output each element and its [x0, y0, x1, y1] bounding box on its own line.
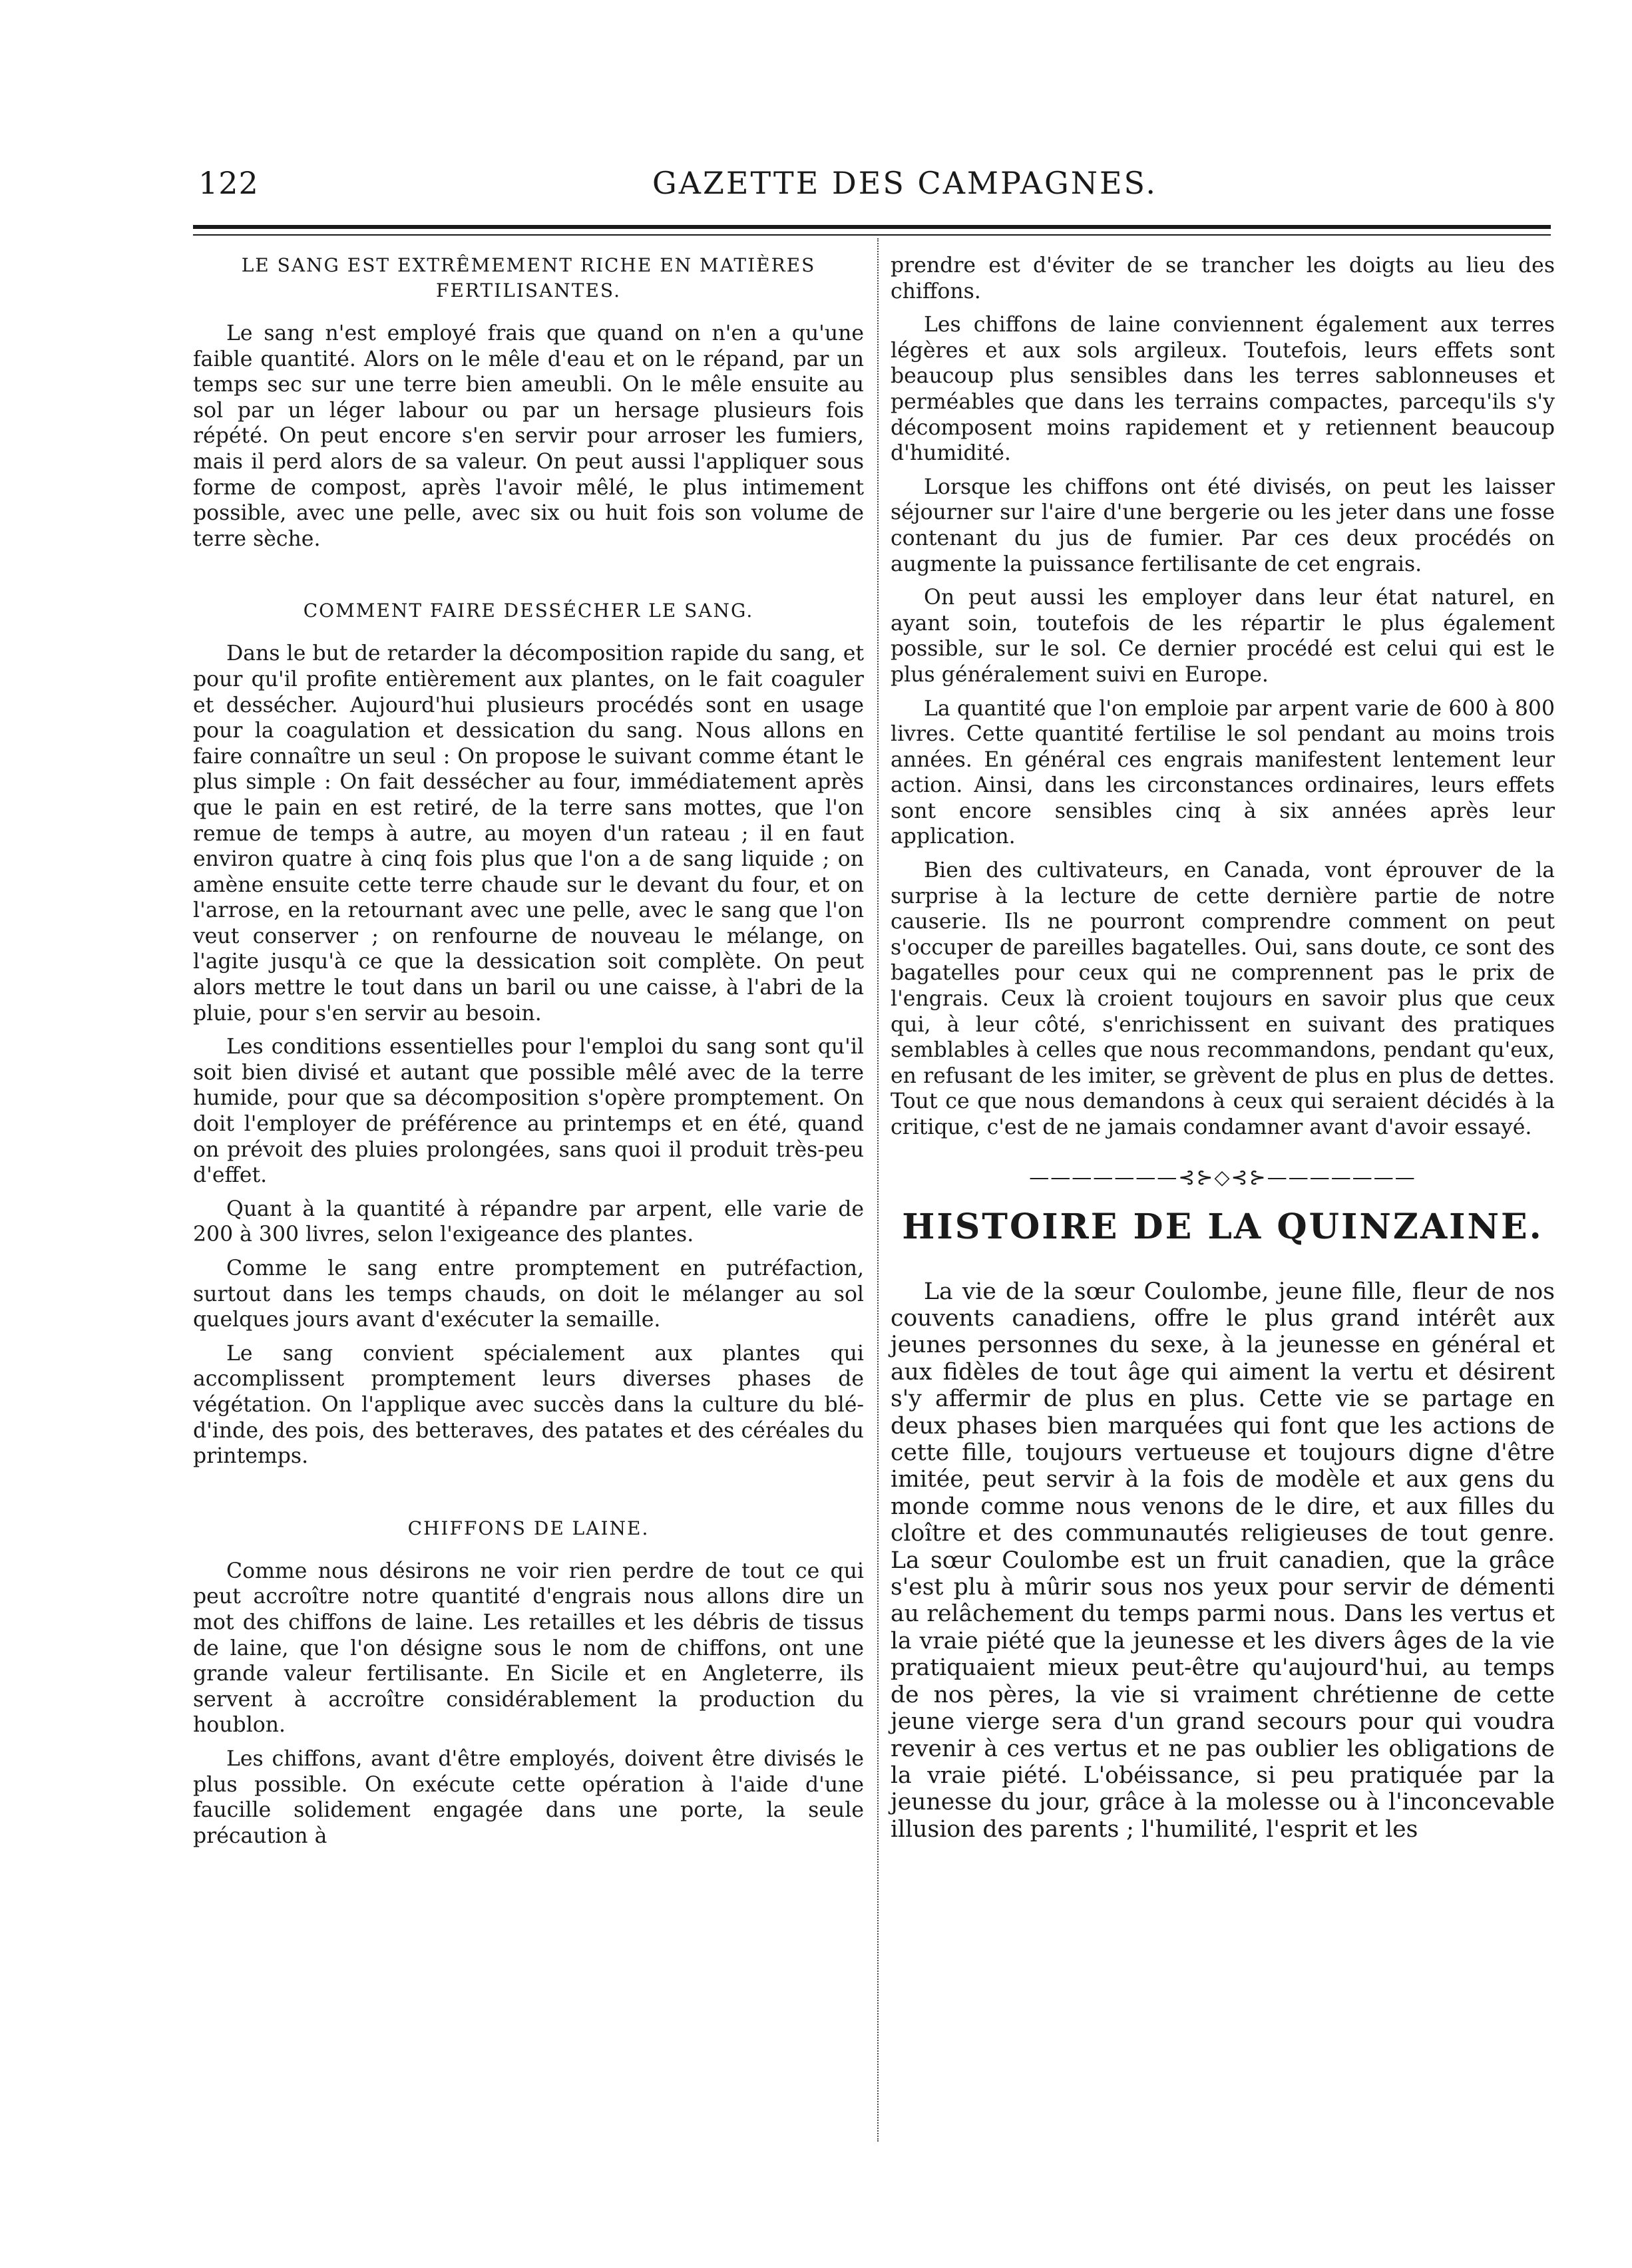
page-number: 122: [198, 165, 259, 201]
paragraph-continuation: prendre est d'éviter de se trancher les doigts au lieu des chiffons.: [891, 254, 1555, 303]
right-column: [891, 253, 1555, 1851]
paragraph: Le sang convient spécialement aux plantes qui accomplissent promptement leurs diverses phases de végétation. On l'applique avec succès dans la culture du blé-d'inde, des pois, des betteraves, des patates et des céréales du printemps.: [193, 1341, 864, 1469]
column-divider: [877, 238, 879, 2142]
header-rule-thin: [193, 234, 1551, 236]
left-column: [193, 253, 864, 1857]
paragraph: Lorsque les chiffons ont été divisés, on peut les laisser séjourner sur l'aire d'une bergerie ou les jeter dans une fosse contenant du jus de fumier. Par ces deux procédés on augmente la puissance fertilisante de cet engrais.: [891, 474, 1555, 576]
paragraph: La quantité que l'on emploie par arpent varie de 600 à 800 livres. Cette quantité fertilise le sol pendant au moins trois années. En général ces engrais manifestent lentement leur action. Ainsi, dans les circonstances ordinaires, leurs effets sont encore sensibles cinq à six années après leur application.: [891, 696, 1555, 849]
paragraph: Le sang n'est employé frais que quand on n'en a qu'une faible quantité. Alors on le mêle d'eau et on le répand, par un temps sec sur une terre bien ameubli. On le mêle ensuite au sol par un léger labour ou par un hersage plusieurs fois répété. On peut encore s'en servir pour arroser les fumiers, mais il perd alors de sa valeur. On peut aussi l'appliquer sous forme de compost, après l'avoir mêlé, le plus intimement possible, avec une pelle, avec six ou huit fois son volume de terre sèche.: [193, 321, 864, 551]
paragraph: Les chiffons, avant d'être employés, doivent être divisés le plus possible. On exécute cette opération à l'aide d'une faucille solidement engagée dans une porte, la seule précaution à: [193, 1746, 864, 1848]
section-heading-histoire: HISTOIRE DE LA QUINZAINE.: [902, 1206, 1543, 1247]
paragraph: La vie de la sœur Coulombe, jeune fille, fleur de nos couvents canadiens, offre le plus grand intérêt aux jeunes personnes du sexe, à la jeunesse en général et aux fidèles de tout âge qui aiment la vertu et désirent s'y affermir de plus en plus. Cette vie se partage en deux phases bien marquées qui font que les actions de cette fille, toujours vertueuse et toujours digne d'être imitée, peut servir à la fois de modèle et aux gens du monde comme nous venons de le dire, et aux filles du cloître et des communautés religieuses de tout genre. La sœur Coulombe est un fruit canadien, que la grâce s'est plu à mûrir sous nos yeux pour servir de démenti au relâchement du temps parmi nous. Dans les vertus et la vraie piété que la jeunesse et les divers âges de la vie pratiquaient mieux peut-être qu'aujourd'hui, au temps de nos pères, la vie si vraiment chrétienne de cette jeune vierge sera d'un grand secours pour qui voudra revenir à ces vertus et ne pas oublier les obligations de la vraie piété. L'obéissance, si peu pratiquée par la jeunesse du jour, grâce à la molesse ou à l'inconcevable illusion des parents ; l'humilité, l'esprit et les: [891, 1278, 1555, 1843]
section-heading-dessecher: COMMENT FAIRE DESSÉCHER LE SANG.: [303, 600, 754, 622]
paragraph: Dans le but de retarder la décomposition rapide du sang, et pour qu'il profite entièrement aux plantes, on le fait coaguler et dessécher. Aujourd'hui plusieurs procédés sont en usage pour la coagulation et dessication du sang. Nous allons en faire connaître un seul : On propose le suivant comme étant le plus simple : On fait dessécher au four, immédiatement après que le pain en est retiré, de la terre sans mottes, que l'on remue de temps à autre, au moyen d'un rateau ; il en faut environ quatre à cinq fois plus que l'on a de sang liquide ; on amène ensuite cette terre chaude sur le devant du four, et on l'arrose, en la retournant avec une pelle, avec le sang que l'on veut conserver ; on renfourne de nouveau le mélange, on l'agite jusqu'à ce que la dessication soit complète. On peut alors mettre le tout dans un baril ou une caisse, à l'abri de la pluie, pour s'en servir au besoin.: [193, 642, 864, 1026]
paragraph: On peut aussi les employer dans leur état naturel, en ayant soin, toutefois de les répartir le plus également possible, sur le sol. Ce dernier procédé est celui qui est le plus généralement suivi en Europe.: [891, 586, 1555, 687]
section-heading-chiffons: CHIFFONS DE LAINE.: [407, 1517, 650, 1539]
paragraph: Bien des cultivateurs, en Canada, vont éprouver de la surprise à la lecture de cette dernière partie de notre causerie. Ils ne pourront comprendre comment on peut s'occuper de pareilles bagatelles. Oui, sans doute, ce sont des bagatelles pour ceux qui ne comprennent pas le prix de l'engrais. Ceux là croient toujours en savoir plus que ceux qui, à leur côté, s'enrichissent en suivant des pratiques semblables à celles que nous recommandons, pendant qu'eux, en refusant de les imiter, se grèvent de plus en plus de dettes. Tout ce que nous demandons à ceux qui seraient décidés à la critique, c'est de ne jamais condamner avant d'avoir essayé.: [891, 858, 1555, 1139]
ornament-divider: ———————⊰⊱◇⊰⊱———————: [1029, 1165, 1416, 1189]
paragraph: Comme nous désirons ne voir rien perdre de tout ce qui peut accroître notre quantité d'engrais nous allons dire un mot des chiffons de laine. Les retailles et les débris de tissus de laine, que l'on désigne sous le nom de chiffons, ont une grande valeur fertilisante. En Sicile et en Angleterre, ils servent à accroître considérablement la production du houblon.: [193, 1559, 864, 1738]
paragraph: Les chiffons de laine conviennent également aux terres légères et aux sols argileux. Toutefois, leurs effets sont beaucoup plus sensibles dans les terres sablonneuses et perméables que dans les terrains compactes, parcequ'ils s'y décomposent moins rapidement et y retiennent beaucoup d'humidité.: [891, 313, 1555, 466]
paragraph: Les conditions essentielles pour l'emploi du sang sont qu'il soit bien divisé et autant que possible mêlé avec de la terre humide, pour que sa décomposition s'opère promptement. On doit l'employer de préférence au printemps et en été, quand on prévoit des pluies prolongées, sans quoi il produit très-peu d'effet.: [193, 1035, 864, 1188]
section-heading-sang-riche: LE SANG EST EXTRÊMEMENT RICHE EN MATIÈRES FERTILISANTES.: [241, 254, 816, 301]
running-title: GAZETTE DES CAMPAGNES.: [652, 165, 1158, 201]
paragraph: Comme le sang entre promptement en putréfaction, surtout dans les temps chauds, on doit le mélanger au sol quelques jours avant d'exécuter la semaille.: [193, 1256, 864, 1332]
header-rule: [193, 225, 1551, 229]
paragraph: Quant à la quantité à répandre par arpent, elle varie de 200 à 300 livres, selon l'exigeance des plantes.: [193, 1197, 864, 1247]
